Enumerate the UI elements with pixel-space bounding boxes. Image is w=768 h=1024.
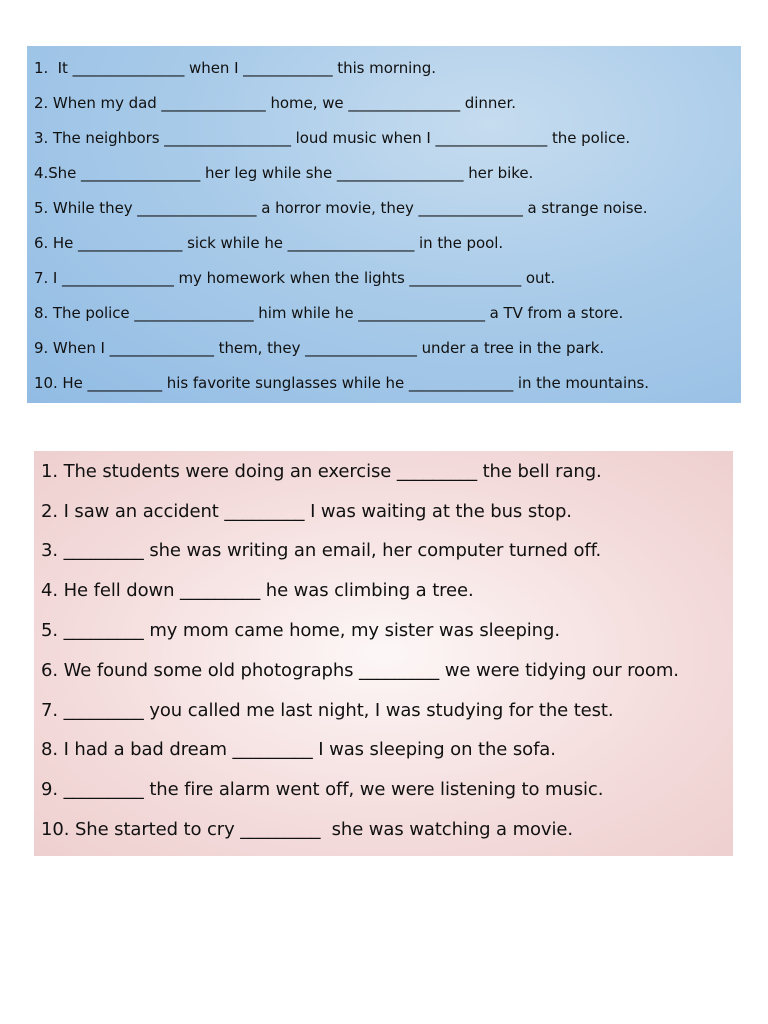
exercise-1-sentence-6: 6. He ______________ sick while he _________________ in the pool. [34,234,504,252]
exercise-2-sentence-9: 9. _________ the fire alarm went off, we were listening to music. [41,779,604,800]
exercise-1-sentence-4: 4.She ________________ her leg while she _________________ her bike. [34,164,534,182]
exercise-2-sentence-3: 3. _________ she was writing an email, her computer turned off. [41,540,602,561]
exercise-2-sentence-1: 1. The students were doing an exercise _________ the bell rang. [41,461,602,482]
exercise-1-panel [27,46,741,403]
exercise-1-sentence-8: 8. The police ________________ him while he _________________ a TV from a store. [34,304,624,322]
exercise-2-sentence-5: 5. _________ my mom came home, my sister was sleeping. [41,620,560,641]
exercise-2-sentence-8: 8. I had a bad dream _________ I was sleeping on the sofa. [41,739,556,760]
exercise-2-sentence-4: 4. He fell down _________ he was climbing a tree. [41,580,474,601]
exercise-2-sentence-10: 10. She started to cry _________ she was watching a movie. [41,819,573,840]
exercise-2-sentence-2: 2. I saw an accident _________ I was waiting at the bus stop. [41,501,572,522]
exercise-1-sentence-1: 1. It _______________ when I ____________ this morning. [34,59,436,77]
exercise-1-sentence-10: 10. He __________ his favorite sunglasses while he ______________ in the mountains. [34,374,650,392]
exercise-1-sentence-5: 5. While they ________________ a horror movie, they ______________ a strange noise. [34,199,648,217]
exercise-2-sentence-7: 7. _________ you called me last night, I was studying for the test. [41,700,614,721]
exercise-1-sentence-7: 7. I _______________ my homework when the lights _______________ out. [34,269,556,287]
exercise-1-sentence-9: 9. When I ______________ them, they _______________ under a tree in the park. [34,339,605,357]
exercise-2-panel [34,451,733,856]
exercise-1-sentence-2: 2. When my dad ______________ home, we _______________ dinner. [34,94,516,112]
exercise-2-sentence-6: 6. We found some old photographs _________ we were tidying our room. [41,660,679,681]
exercise-1-sentence-3: 3. The neighbors _________________ loud music when I _______________ the police. [34,129,631,147]
